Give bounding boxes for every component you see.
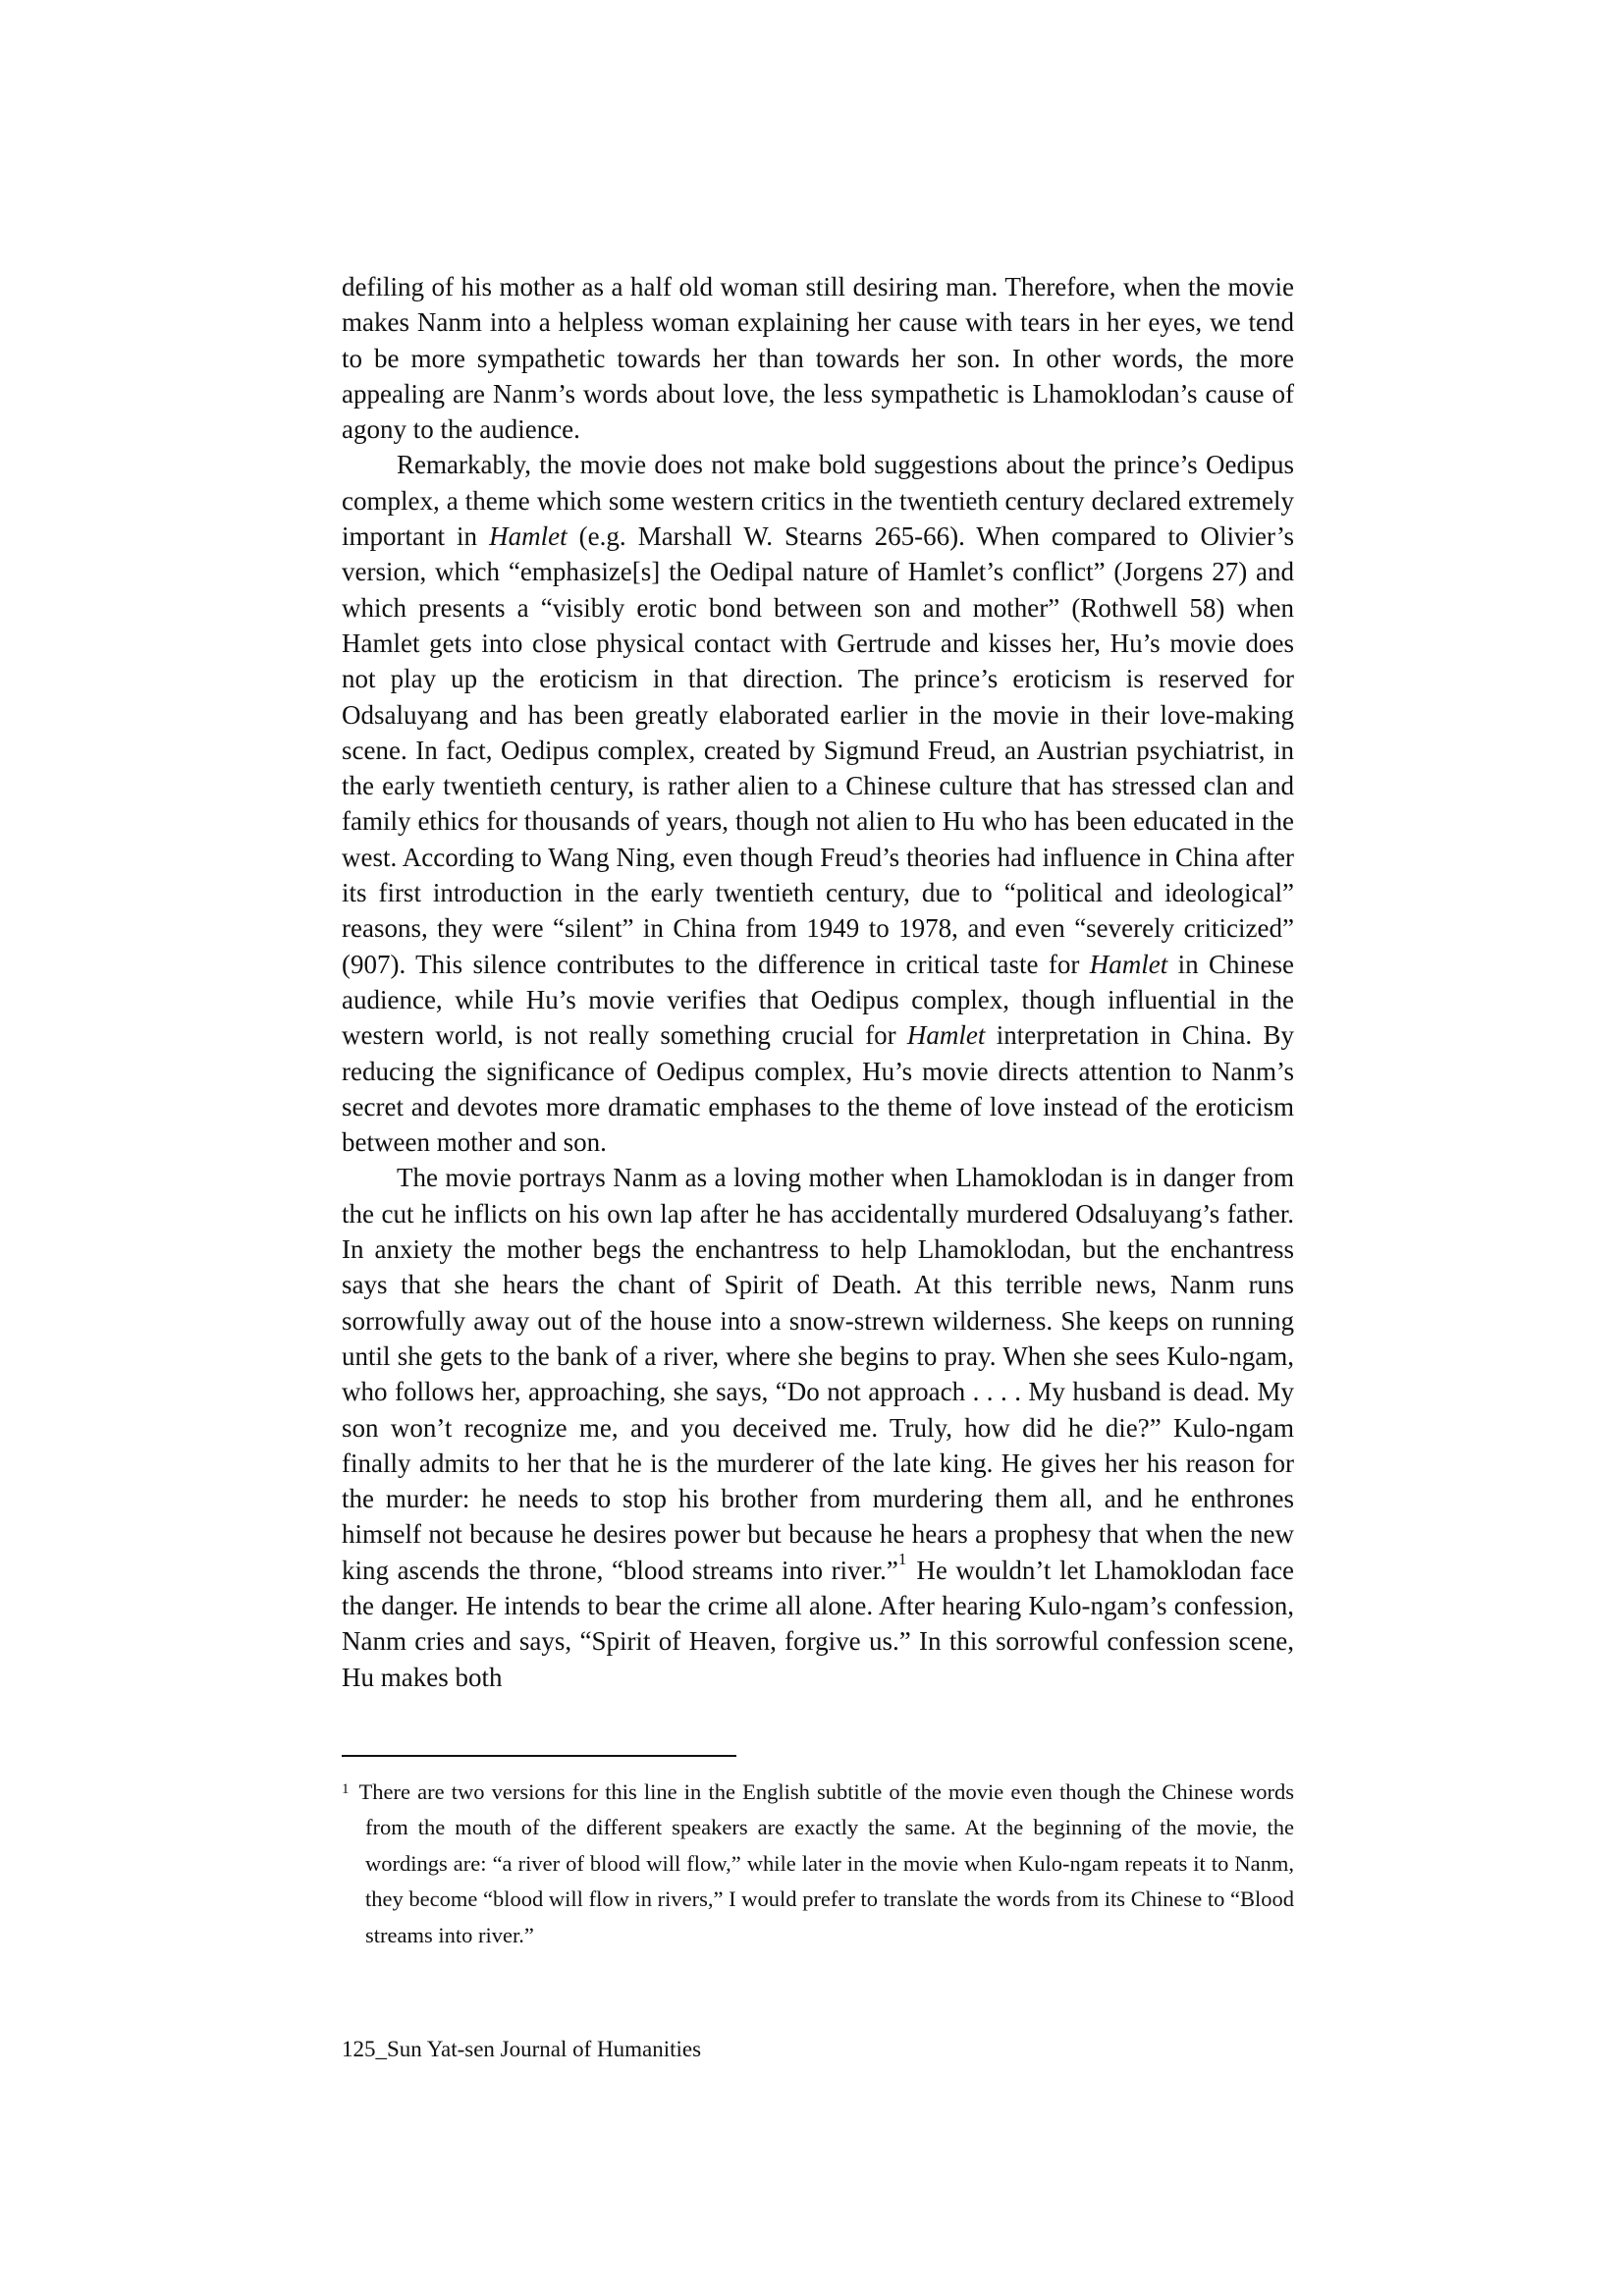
italic-title-hamlet: Hamlet (1089, 949, 1168, 979)
paragraph-1 (342, 269, 1294, 447)
footnote-number: 1 (342, 1781, 350, 1797)
running-footer: 125_Sun Yat-sen Journal of Humanities (342, 2037, 702, 2061)
paragraph-3 (342, 1160, 1294, 1694)
paragraph-3-segment-1: The movie portrays Nanm as a loving mother when Lhamoklodan is in danger from the cut he inflicts on his own lap after he has accidentally murdered Odsaluyang’s father. In anxiety the mother begs the enchantress to help Lhamoklodan, but the enchantress says that she hears the chant of Spirit of Death. At this terrible news, Nanm runs sorrowfully away out of the house into a snow-strewn wilderness. She keeps on running until she gets to the bank of a river, where she begins to pray. When she sees Kulo-ngam, who follows her, approaching, she says, “Do not approach . . . . My husband is dead. My son won’t recognize me, and you deceived me. Truly, how did he die?” Kulo-ngam finally admits to her that he is the murderer of the late king. He gives her his reason for the murder: he needs to stop his brother from murdering them all, and he enthrones himself not because he desires power but because he hears a prophesy that when the new king ascends the throne, “blood streams into river.” (342, 1163, 1294, 1585)
paragraph-2-segment-4: interpretation in China. By reducing the significance of Oedipus complex, Hu’s movie directs attention to Nanm’s secret and devotes more dramatic emphases to the theme of love instead of the eroticism between mother and son. (342, 1020, 1294, 1158)
footnote-separator-rule (342, 1755, 736, 1757)
paragraph-2 (342, 447, 1294, 1160)
footnote-text: There are two versions for this line in the English subtitle of the movie even though the Chinese words from the mouth of the different speakers are exactly the same. At the beginning of the movie, the wordings are: “a river of blood will flow,” while later in the movie when Kulo-ngam repeats it to Nanm, they become “blood will flow in rivers,” I would prefer to translate the words from its Chinese to “Blood streams into river.” (358, 1779, 1294, 1947)
paragraph-3-segment-2: He wouldn’t let Lhamoklodan face the danger. He intends to bear the crime all alone. After hearing Kulo-ngam’s confession, Nanm cries and says, “Spirit of Heaven, forgive us.” In this sorrowful confession scene, Hu makes both (342, 1555, 1294, 1692)
paragraph-2-segment-2: (e.g. Marshall W. Stearns 265-66). When compared to Olivier’s version, which “emphasize[s] the Oedipal nature of Hamlet’s conflict” (Jorgens 27) and which presents a “visibly erotic bond between son and mother” (Rothwell 58) when Hamlet gets into close physical contact with Gertrude and kisses her, Hu’s movie does not play up the eroticism in that direction. The prince’s eroticism is reserved for Odsaluyang and has been greatly elaborated earlier in the movie in their love-making scene. In fact, Oedipus complex, created by Sigmund Freud, an Austrian psychiatrist, in the early twentieth century, is rather alien to a Chinese culture that has stressed clan and family ethics for thousands of years, though not alien to Hu who has been educated in the west. According to Wang Ning, even though Freud’s theories had influence in China after its first introduction in the early twentieth century, due to “political and ideological” reasons, they were “silent” in China from 1949 to 1978, and even “severely criticized” (907). This silence contributes to the difference in critical taste for (342, 521, 1294, 979)
paragraph-2-segment-3: in Chinese audience, while Hu’s movie verifies that Oedipus complex, though influential in the western world, is not really something crucial for (342, 949, 1294, 1051)
footnote (342, 1775, 1294, 1953)
main-body-text (342, 269, 1294, 1695)
footnote-reference[interactable]: 1 (897, 1549, 907, 1568)
italic-title-hamlet: Hamlet (489, 521, 568, 552)
footnote-paragraph (342, 1775, 1294, 1953)
paragraph-2-segment-1: Remarkably, the movie does not make bold suggestions about the prince’s Oedipus complex, a theme which some western critics in the twentieth century declared extremely important in (342, 450, 1294, 552)
italic-title-hamlet: Hamlet (906, 1020, 986, 1051)
paragraph-1-text: defiling of his mother as a half old woman still desiring man. Therefore, when the movie makes Nanm into a helpless woman explaining her cause with tears in her eyes, we tend to be more sympathetic towards her than towards her son. In other words, the more appealing are Nanm’s words about love, the less sympathetic is Lhamoklodan’s cause of agony to the audience. (342, 272, 1294, 445)
